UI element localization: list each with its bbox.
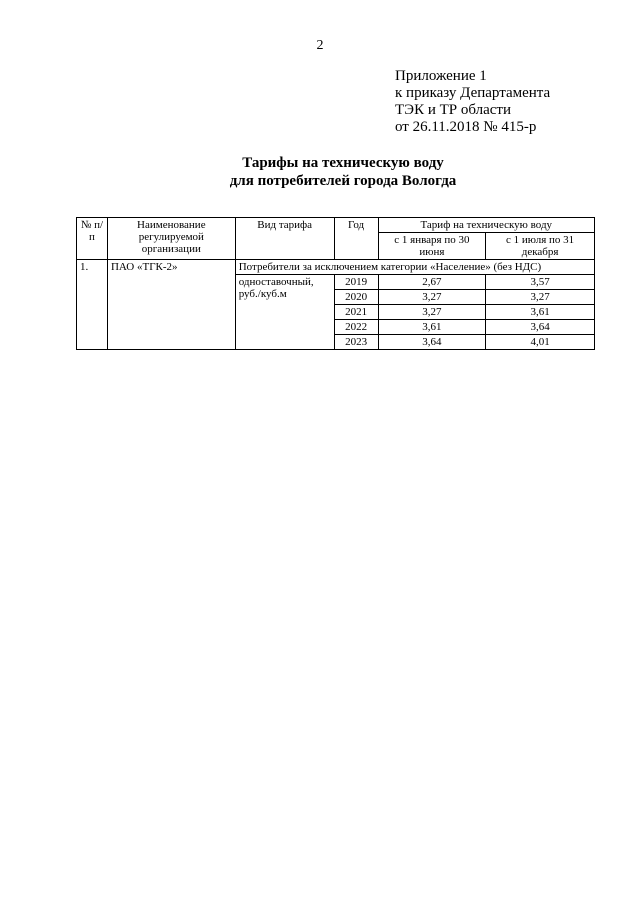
page-number: 2 — [316, 38, 324, 53]
row-number: 1. — [77, 260, 108, 350]
consumer-category: Потребители за исключением категории «Население» (без НДС) — [235, 260, 594, 275]
appendix-block — [395, 68, 550, 136]
tariff-h2-cell: 3,27 — [486, 290, 595, 305]
organization-name: ПАО «ТГК-2» — [107, 260, 235, 350]
tariff-h2-cell: 4,01 — [486, 335, 595, 350]
year-cell: 2020 — [334, 290, 378, 305]
tariff-h2-cell: 3,61 — [486, 305, 595, 320]
document-title — [0, 154, 640, 190]
header-year: Год — [334, 218, 378, 260]
appendix-line: ТЭК и ТР области — [395, 102, 511, 118]
header-tariff: Тариф на техническую воду — [378, 218, 594, 233]
header-org: Наименование регулируемой организации — [107, 218, 235, 260]
header-type: Вид тарифа — [235, 218, 334, 260]
tariff-h1-cell: 3,61 — [378, 320, 486, 335]
year-cell: 2019 — [334, 275, 378, 290]
title-line: для потребителей города Вологда — [229, 173, 457, 189]
tariff-table — [76, 217, 595, 350]
tariff-h2-cell: 3,64 — [486, 320, 595, 335]
tariff-h1-cell: 3,27 — [378, 305, 486, 320]
title-line: Тарифы на техническую воду — [242, 155, 444, 171]
tariff-h2-cell: 3,57 — [486, 275, 595, 290]
tariff-h1-cell: 2,67 — [378, 275, 486, 290]
tariff-h1-cell: 3,27 — [378, 290, 486, 305]
year-cell: 2022 — [334, 320, 378, 335]
tariff-type: одноставочный, руб./куб.м — [235, 275, 334, 350]
appendix-line: от 26.11.2018 № 415-р — [395, 119, 537, 135]
year-cell: 2023 — [334, 335, 378, 350]
header-num: № п/п — [77, 218, 108, 260]
appendix-line: к приказу Департамента — [395, 85, 551, 101]
appendix-line: Приложение 1 — [395, 68, 487, 84]
year-cell: 2021 — [334, 305, 378, 320]
tariff-h1-cell: 3,64 — [378, 335, 486, 350]
header-period-1: с 1 января по 30 июня — [378, 233, 486, 260]
header-period-2: с 1 июля по 31 декабря — [486, 233, 595, 260]
